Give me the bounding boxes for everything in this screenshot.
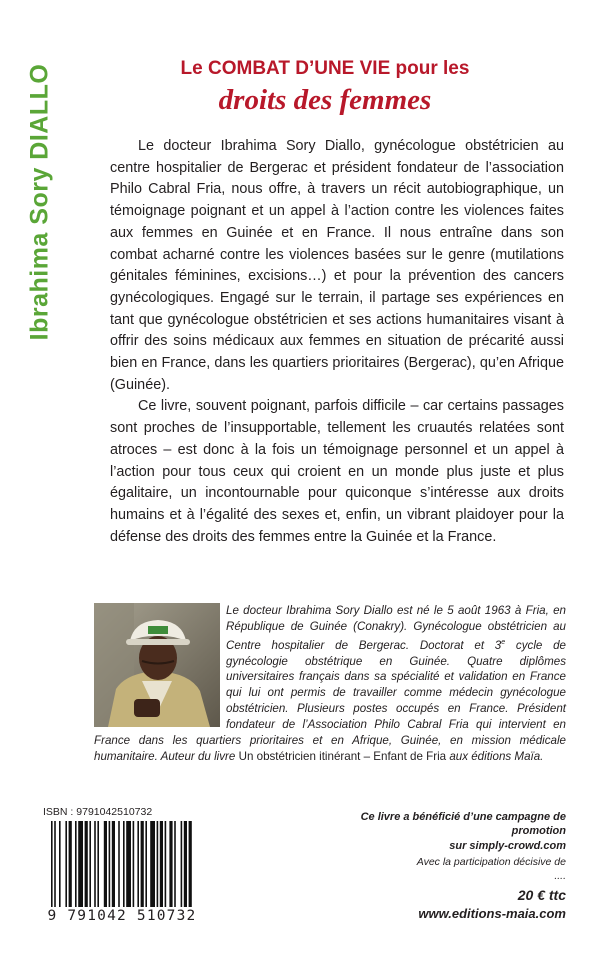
price-label: 20 € ttc (517, 887, 566, 903)
book-title-line1: Le COMBAT D’UNE VIE pour les (180, 58, 470, 79)
participation-note: Avec la participation décisive de .... (416, 856, 566, 882)
author-name-text: Ibrahima Sory DIALLO (25, 63, 54, 341)
author-biography: Le docteur Ibrahima Sory Diallo est né le 5 août 1963 à Fria, en République de Guinée (Conakry). Gynécologue obstétricien au Centre hospitalier de Bergerac. Doctorat et 3e cycle de gynécologie obstétrique en Guinée. Quatre diplômes universitaires français dans sa spécialité et validation en France qui lui ont permis de travailler comme médecin gynécologue obstétricien. Plusieurs postes occupés en France. Président fondateur de l’Association Philo Cabral Fria qui intervient en France dans les quartiers prioritaires et en Afrique, Guinée, en mission médicale humanitaire. Auteur du livre Un obstétricien itinérant – Enfant de Fria aux éditions Maïa. (94, 604, 566, 764)
blurb-paragraph-2: Ce livre, souvent poignant, parfois difficile – car certains passages sont proches de l’insupportable, tellement les cruautés relatées sont atroces – est donc à la fois un témoignage personnel et un appel à l’action pour tous ceux qui croient en un monde plus juste et plus égalitaire, un incontournable pour quiconque s’intéresse aux droits humains et à l’égalité des sexes et, enfin, un vibrant plaidoyer pour la défense des droits des femmes entre la Guinée et la France. (110, 398, 564, 545)
isbn-label: ISBN : 9791042510732 (43, 806, 153, 818)
back-cover-blurb (110, 136, 564, 548)
blurb-paragraph-1: Le docteur Ibrahima Sory Diallo, gynécologue obstétricien au centre hospitalier de Bergerac et président fondateur de l’association Philo Cabral Fria, nous offre, à travers un récit autobiographique, un témoignage poignant et un appel à l’action contre les violences faites aux femmes en Guinée et en France. Il nous entraîne dans son combat acharné contre les violences basées sur le genre (mutilations génitales féminines, excisions…) et pour la prévention des cancers gynécologiques. Engagé sur le terrain, il partage ses expériences en tant que gynécologue obstétricien et ses actions humanitaires visant à offrir des soins médicaux aux femmes en situation de précarité aussi bien en France, dans les quartiers prioritaires (Bergerac), qu’en Afrique (Guinée). (110, 138, 564, 393)
author-name-vertical (20, 52, 60, 352)
barcode-digits: 9 791042 510732 (43, 908, 201, 924)
publisher-website: www.editions-maia.com (418, 906, 566, 921)
book-title-line2: droits des femmes (218, 84, 432, 116)
promotion-note: Ce livre a bénéficié d’une campagne de promotion sur simply-crowd.com (360, 811, 566, 852)
